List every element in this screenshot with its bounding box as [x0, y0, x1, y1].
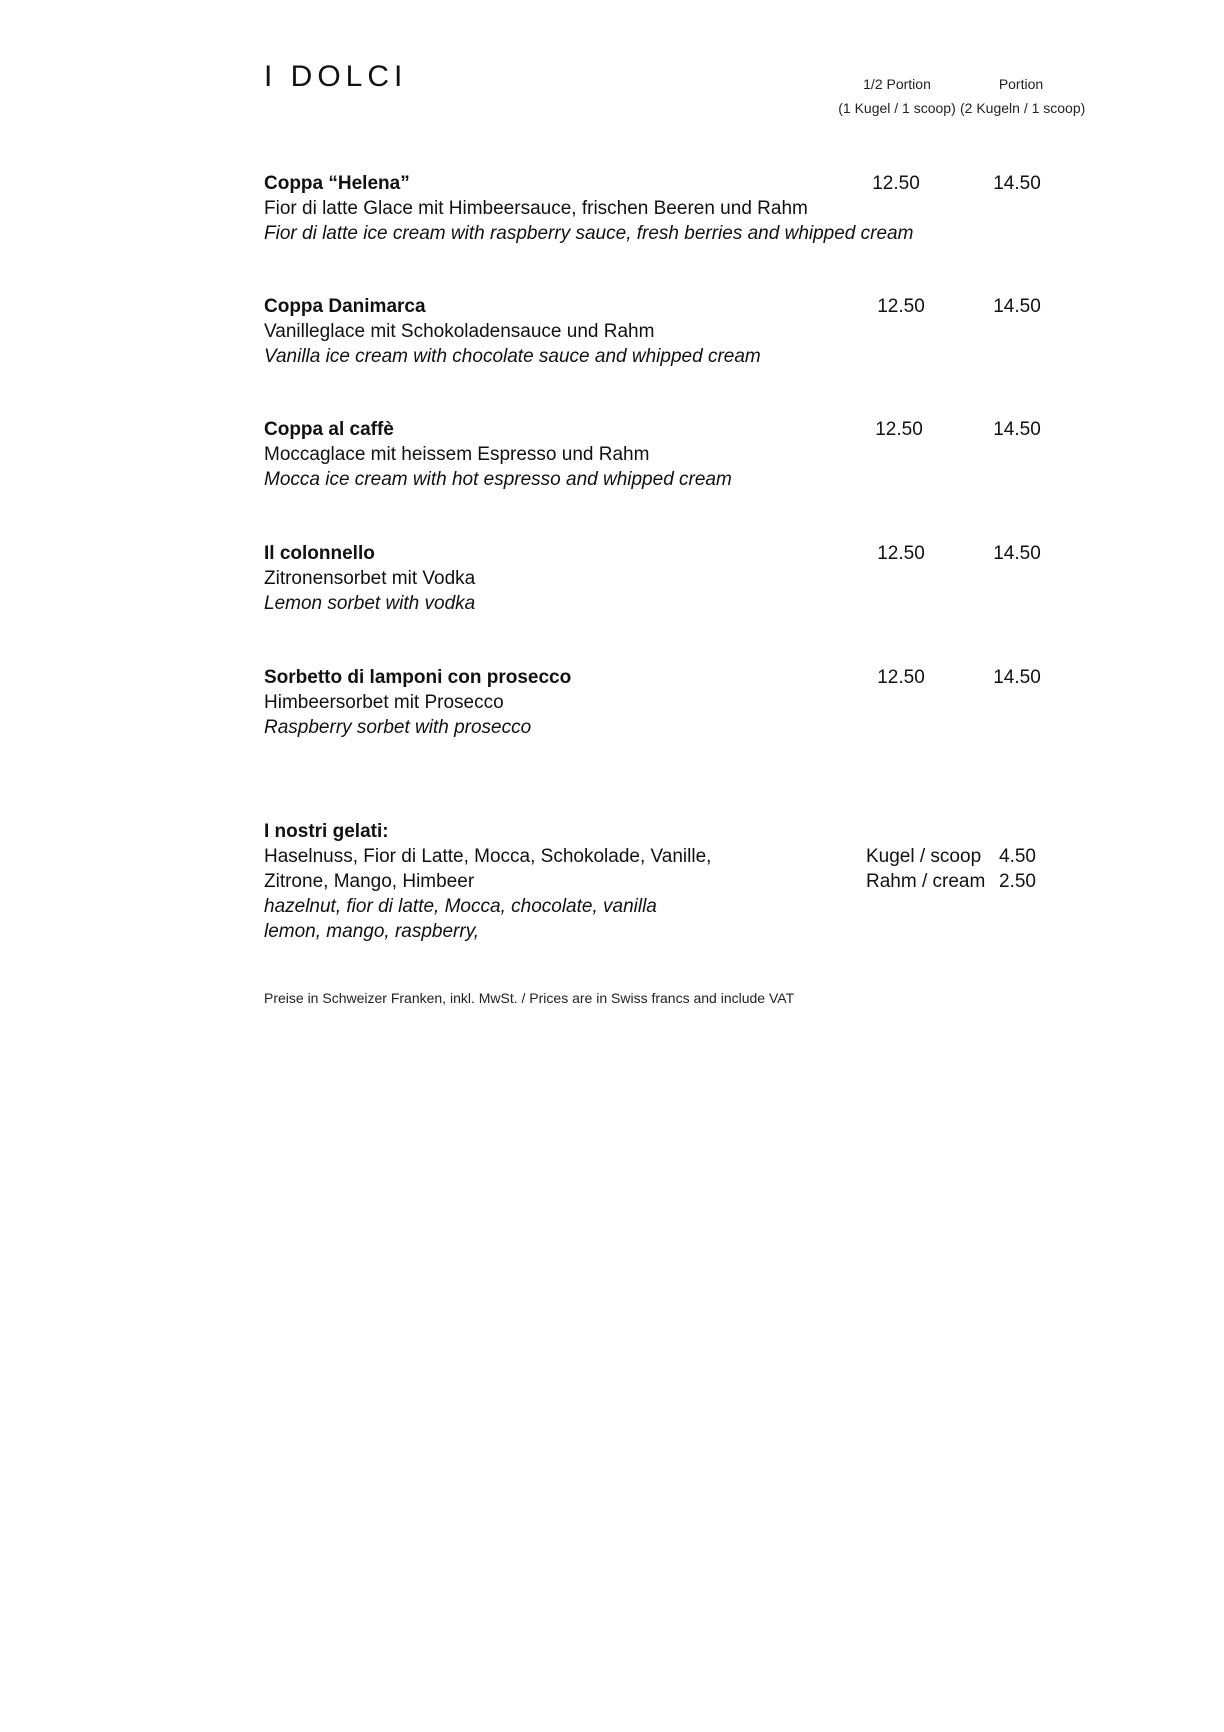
extra-label: Rahm / cream: [866, 871, 986, 892]
item-price-full: 14.50: [993, 419, 1041, 440]
item-name: Coppa “Helena”: [264, 173, 410, 194]
item-description-en: Raspberry sorbet with prosecco: [264, 717, 532, 738]
item-description-en: Mocca ice cream with hot espresso and whipped cream: [264, 469, 732, 490]
column-header-half-label: 1/2 Portion: [863, 76, 931, 92]
item-name: Coppa al caffè: [264, 419, 394, 440]
item-price-half: 12.50: [877, 543, 925, 564]
item-name: Coppa Danimarca: [264, 296, 426, 317]
item-description-en: Fior di latte ice cream with raspberry sauce, fresh berries and whipped cream: [264, 223, 914, 244]
gelati-flavors-de-2: Zitrone, Mango, Himbeer: [264, 871, 475, 892]
item-price-half: 12.50: [872, 173, 920, 194]
menu-item: [264, 541, 1064, 616]
gelati-flavors-en-2: lemon, mango, raspberry,: [264, 921, 480, 942]
item-description-de: Fior di latte Glace mit Himbeersauce, frischen Beeren und Rahm: [264, 198, 808, 219]
item-description-en: Vanilla ice cream with chocolate sauce and whipped cream: [264, 346, 761, 367]
item-price-full: 14.50: [993, 296, 1041, 317]
item-price-full: 14.50: [993, 173, 1041, 194]
extra-price: 2.50: [999, 871, 1036, 892]
price-footnote: Preise in Schweizer Franken, inkl. MwSt. / Prices are in Swiss francs and include VAT: [264, 990, 795, 1006]
item-description-de: Vanilleglace mit Schokoladensauce und Rahm: [264, 321, 655, 342]
item-description-en: Lemon sorbet with vodka: [264, 593, 476, 614]
item-description-de: Zitronensorbet mit Vodka: [264, 568, 476, 589]
column-header-full-portion: [960, 72, 1086, 120]
item-name: Sorbetto di lamponi con prosecco: [264, 667, 572, 688]
item-description-de: Moccaglace mit heissem Espresso und Rahm: [264, 444, 650, 465]
column-header-full-sub: (2 Kugeln / 1 scoop): [960, 100, 1086, 116]
column-header-half-sub: (1 Kugel / 1 scoop): [838, 100, 956, 116]
extra-price: 4.50: [999, 846, 1036, 867]
item-price-half: 12.50: [875, 419, 923, 440]
item-description-de: Himbeersorbet mit Prosecco: [264, 692, 504, 713]
item-price-full: 14.50: [993, 667, 1041, 688]
item-name: Il colonnello: [264, 543, 375, 564]
item-price-half: 12.50: [877, 296, 925, 317]
gelati-flavors-en-1: hazelnut, fior di latte, Mocca, chocolate, vanilla: [264, 896, 657, 917]
item-price-full: 14.50: [993, 543, 1041, 564]
gelati-flavors-de-1: Haselnuss, Fior di Latte, Mocca, Schokolade, Vanille,: [264, 846, 712, 867]
menu-item: [264, 665, 1064, 740]
gelati-heading: I nostri gelati:: [264, 821, 389, 842]
page-title: I DOLCI: [264, 60, 408, 93]
menu-item: [264, 417, 1064, 492]
column-header-half-portion: [836, 72, 958, 120]
menu-item: [264, 171, 1064, 246]
column-header-full-label: Portion: [998, 76, 1044, 92]
menu-item: [264, 294, 1064, 369]
extra-label: Kugel / scoop: [866, 846, 982, 867]
item-price-half: 12.50: [877, 667, 925, 688]
